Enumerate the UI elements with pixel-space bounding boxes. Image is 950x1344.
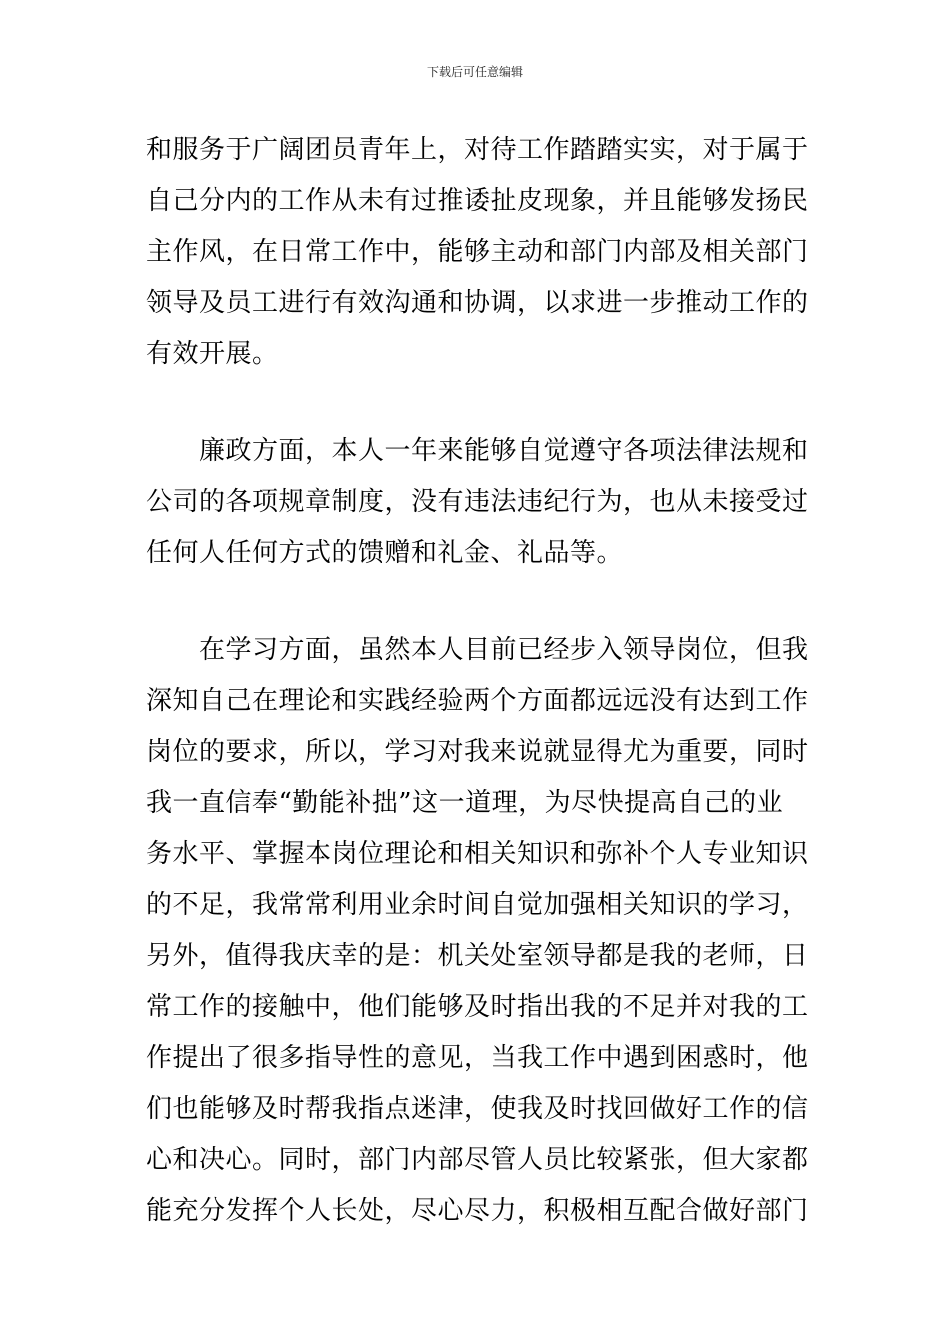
text-line: 廉政方面，本人一年来能够自觉遵守各项法律法规和 [199,436,809,466]
text-line: 务水平、掌握本岗位理论和相关知识和弥补个人专业知识 [146,839,809,869]
text-line: 心和决心。同时，部门内部尽管人员比较紧张，但大家都 [146,1145,809,1175]
paragraph-integrity [146,426,808,579]
paragraph-work-attitude [146,125,808,380]
text-line: 主作风，在日常工作中，能够主动和部门内部及相关部门 [146,237,809,267]
text-line: 我一直信奉“勤能补拙”这一道理，为尽快提高自己的业 [146,788,784,818]
paragraph-learning [146,625,808,1237]
text-line: 公司的各项规章制度，没有违法违纪行为，也从未接受过 [146,487,809,517]
text-line: 在学习方面，虽然本人目前已经步入领导岗位，但我 [199,635,809,665]
text-line: 自己分内的工作从未有过推诿扯皮现象，并且能够发扬民 [146,186,809,216]
paragraph-spacer [146,579,808,625]
text-line: 深知自己在理论和实践经验两个方面都远远没有达到工作 [146,686,809,716]
text-line: 岗位的要求，所以，学习对我来说就显得尤为重要，同时 [146,737,809,767]
text-line: 有效开展。 [146,339,279,369]
text-line: 们也能够及时帮我指点迷津，使我及时找回做好工作的信 [146,1094,809,1124]
text-line: 的不足，我常常利用业余时间自觉加强相关知识的学习， [146,890,809,920]
paragraph-spacer [146,380,808,426]
header-text: 下载后可任意编辑 [426,65,523,79]
text-line: 领导及员工进行有效沟通和协调，以求进一步推动工作的 [146,288,809,318]
text-line: 常工作的接触中，他们能够及时指出我的不足并对我的工 [146,992,809,1022]
text-line: 作提出了很多指导性的意见，当我工作中遇到困惑时，他 [146,1043,809,1073]
text-line: 和服务于广阔团员青年上，对待工作踏踏实实，对于属于 [146,135,809,165]
text-line: 另外，值得我庆幸的是：机关处室领导都是我的老师，日 [146,941,809,971]
text-line: 能充分发挥个人长处，尽心尽力，积极相互配合做好部门 [146,1196,809,1226]
text-line: 任何人任何方式的馈赠和礼金、礼品等。 [146,538,624,568]
document-body [146,125,808,1237]
page-header [0,64,950,80]
